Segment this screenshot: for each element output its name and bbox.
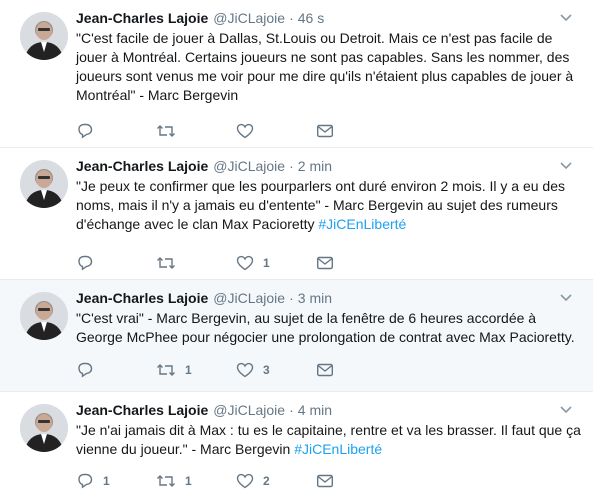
author-name[interactable]: Jean-Charles Lajoie	[76, 10, 209, 26]
tweet[interactable]	[0, 0, 593, 148]
tweet[interactable]	[0, 392, 593, 498]
timestamp[interactable]: 3 min	[297, 290, 332, 306]
like-button[interactable]	[236, 471, 316, 491]
author-name[interactable]: Jean-Charles Lajoie	[76, 158, 209, 174]
tweet-body: "Je n'ai jamais dit à Max : tu es le capitaine, rentre et va les brasser. Il faut que ça vienne du joueur." - Marc Bergevin	[76, 422, 581, 457]
direct-message-icon	[316, 123, 334, 139]
retweet-icon	[156, 123, 176, 139]
tweet[interactable]	[0, 280, 593, 392]
timestamp[interactable]: 4 min	[297, 402, 332, 418]
chevron-down-icon[interactable]	[559, 13, 573, 23]
tweet-header	[76, 9, 573, 28]
like-count: 3	[263, 363, 270, 377]
reply-button[interactable]	[76, 121, 156, 141]
author-handle[interactable]: @JiCLajoie	[213, 158, 286, 174]
reply-icon	[76, 123, 94, 139]
direct-message-icon	[316, 362, 334, 378]
direct-message-button[interactable]	[316, 253, 396, 273]
retweet-icon	[156, 362, 176, 378]
tweet-text	[76, 29, 586, 105]
avatar[interactable]	[20, 404, 68, 452]
separator-dot: ·	[289, 290, 294, 306]
timestamp[interactable]: 46 s	[297, 10, 325, 26]
retweet-icon	[156, 473, 176, 489]
author-name[interactable]: Jean-Charles Lajoie	[76, 290, 209, 306]
chevron-down-icon[interactable]	[559, 293, 573, 303]
like-button[interactable]	[236, 121, 316, 141]
like-icon	[236, 473, 254, 489]
reply-button[interactable]	[76, 471, 156, 491]
like-button[interactable]	[236, 253, 316, 273]
tweet-body: "Je peux te confirmer que les pourparlers ont duré environ 2 mois. Il y a eu des noms, mais il n'y a jamais eu d'entente" - Marc Bergevin au sujet des rumeurs d'échange avec le clan Max Pacioretty	[76, 178, 566, 232]
tweet-header	[76, 157, 573, 176]
tweet-actions	[76, 360, 396, 380]
direct-message-button[interactable]	[316, 121, 396, 141]
tweet-body: "C'est facile de jouer à Dallas, St.Louis ou Detroit. Mais ce n'est pas facile de jouer à Montréal. Certains joueurs ne sont pas capables. Sans les nommer, des joueurs sont venus me voir pour me dire qu'ils n'étaient plus capables de jouer à Montréal" - Marc Bergevin	[76, 30, 574, 103]
retweet-button[interactable]	[156, 360, 236, 380]
tweet-actions	[76, 121, 396, 141]
author-name[interactable]: Jean-Charles Lajoie	[76, 402, 209, 418]
retweet-count: 1	[185, 474, 192, 488]
separator-dot: ·	[289, 402, 294, 418]
like-icon	[236, 362, 254, 378]
direct-message-icon	[316, 255, 334, 271]
reply-count: 1	[103, 474, 110, 488]
avatar[interactable]	[20, 292, 68, 340]
tweet-header	[76, 401, 573, 420]
hashtag-link[interactable]: #JiCEnLiberté	[318, 216, 407, 232]
author-handle[interactable]: @JiCLajoie	[213, 10, 286, 26]
direct-message-icon	[316, 473, 334, 489]
retweet-button[interactable]	[156, 121, 236, 141]
author-handle[interactable]: @JiCLajoie	[213, 402, 286, 418]
separator-dot: ·	[289, 158, 294, 174]
tweet-header	[76, 289, 573, 308]
tweet-text	[76, 421, 586, 459]
tweet-actions	[76, 471, 396, 491]
retweet-icon	[156, 255, 176, 271]
separator-dot: ·	[289, 10, 294, 26]
reply-icon	[76, 362, 94, 378]
like-count: 1	[263, 256, 270, 270]
hashtag-link[interactable]: #JiCEnLiberté	[294, 441, 383, 457]
tweet[interactable]	[0, 148, 593, 280]
retweet-button[interactable]	[156, 471, 236, 491]
tweet-text	[76, 309, 586, 347]
tweet-actions	[76, 253, 396, 273]
chevron-down-icon[interactable]	[559, 405, 573, 415]
timestamp[interactable]: 2 min	[297, 158, 332, 174]
author-handle[interactable]: @JiCLajoie	[213, 290, 286, 306]
reply-button[interactable]	[76, 360, 156, 380]
reply-button[interactable]	[76, 253, 156, 273]
reply-icon	[76, 473, 94, 489]
direct-message-button[interactable]	[316, 471, 396, 491]
tweet-text	[76, 177, 586, 234]
avatar[interactable]	[20, 12, 68, 60]
like-icon	[236, 255, 254, 271]
like-count: 2	[263, 474, 270, 488]
retweet-button[interactable]	[156, 253, 236, 273]
like-icon	[236, 123, 254, 139]
like-button[interactable]	[236, 360, 316, 380]
retweet-count: 1	[185, 363, 192, 377]
tweet-body: "C'est vrai" - Marc Bergevin, au sujet de la fenêtre de 6 heures accordée à George McPhee pour négocier une prolongation de contrat avec Max Pacioretty.	[76, 310, 575, 345]
direct-message-button[interactable]	[316, 360, 396, 380]
reply-icon	[76, 255, 94, 271]
chevron-down-icon[interactable]	[559, 161, 573, 171]
avatar[interactable]	[20, 160, 68, 208]
